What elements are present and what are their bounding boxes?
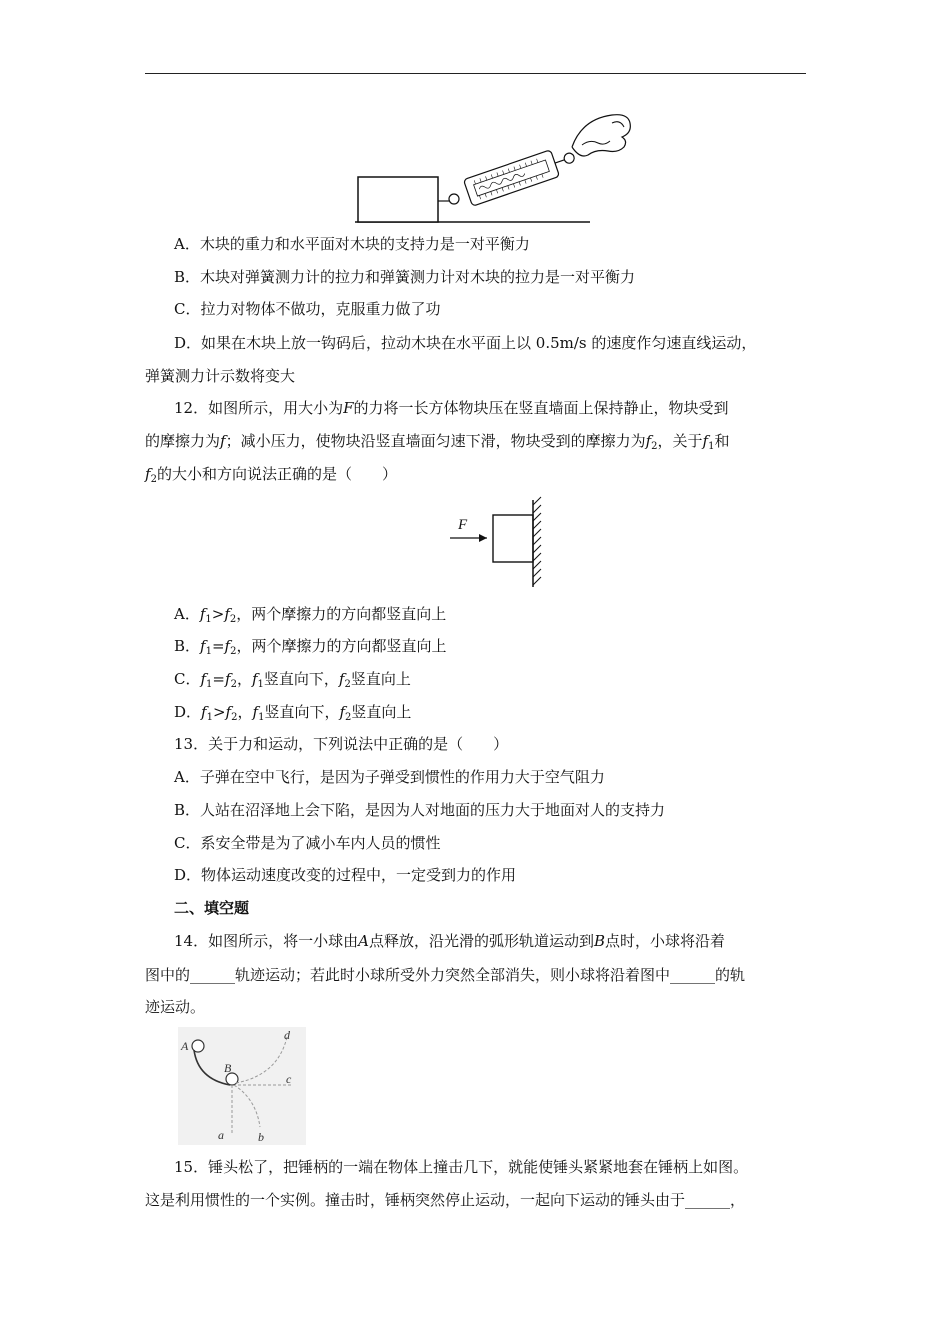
q15-stem-line1: 15．锤头松了，把锤柄的一端在物体上撞击几下，就能使锤头紧紧地套在锤柄上如图。 [174,1158,749,1176]
q13-stem: 13．关于力和运动，下列说法中正确的是（ ） [174,735,509,753]
wall-block-figure [445,495,555,595]
q14-stem-line1: 14．如图所示，将一小球由A点释放，沿光滑的弧形轨道运动到B点时，小球将沿着 [174,932,725,950]
point-a-label: A [181,1039,189,1053]
q13-option-c: C．系安全带是为了减小车内人员的惯性 [174,834,441,852]
arc-track-figure [178,1027,306,1145]
q12-option-c: C．$f_1=f_2$，$f_1$竖直向下，$f_2$竖直向上 [174,670,411,690]
q11-option-a: A．木块的重力和水平面对木块的支持力是一对平衡力 [174,235,530,253]
path-b-label: b [258,1130,264,1144]
q12-stem-line3: $f_2$的大小和方向说法正确的是（ ） [145,465,397,485]
q12-stem-line2: 的摩擦力为f；减小压力，使物块沿竖直墙面匀速下滑，物块受到的摩擦力为$f_2$，关于$f_1$和 [145,432,730,452]
q12-option-a: A．$f_1>f_2$，两个摩擦力的方向都竖直向上 [174,605,447,625]
header-rule [145,73,806,74]
path-a-label: a [218,1128,224,1142]
q13-option-b: B．人站在沼泽地上会下陷，是因为人对地面的压力大于地面对人的支持力 [174,801,666,819]
path-c-label: c [286,1072,292,1086]
point-b-label: B [224,1061,232,1075]
q14-stem-line3: 迹运动。 [145,998,206,1016]
section-heading-fill-in: 二、填空题 [174,899,250,917]
q14-stem-line2: 图中的______轨迹运动；若此时小球所受外力突然全部消失，则小球将沿着图中______的轨 [145,966,746,984]
spring-scale-figure [350,105,640,230]
q12-stem-line1: 12．如图所示，用大小为F的力将一长方体物块压在竖直墙面上保持静止，物块受到 [174,399,729,417]
q11-option-b: B．木块对弹簧测力计的拉力和弹簧测力计对木块的拉力是一对平衡力 [174,268,636,286]
q11-option-c: C．拉力对物体不做功，克服重力做了功 [174,300,441,318]
force-label: F [458,517,468,533]
q13-option-d: D．物体运动速度改变的过程中，一定受到力的作用 [174,866,517,884]
q12-option-b: B．$f_1=f_2$，两个摩擦力的方向都竖直向上 [174,637,447,657]
q11-option-d-line2: 弹簧测力计示数将变大 [145,367,296,385]
q13-option-a: A．子弹在空中飞行，是因为子弹受到惯性的作用力大于空气阻力 [174,768,605,786]
q11-option-d-line1: D．如果在木块上放一钩码后，拉动木块在水平面上以 0.5m/s 的速度作匀速直线运动， [174,334,757,352]
q15-stem-line2: 这是利用惯性的一个实例。撞击时，锤柄突然停止运动，一起向下运动的锤头由于______， [145,1191,746,1209]
path-d-label: d [284,1028,290,1042]
q12-option-d: D．$f_1>f_2$，$f_1$竖直向下，$f_2$竖直向上 [174,703,412,723]
